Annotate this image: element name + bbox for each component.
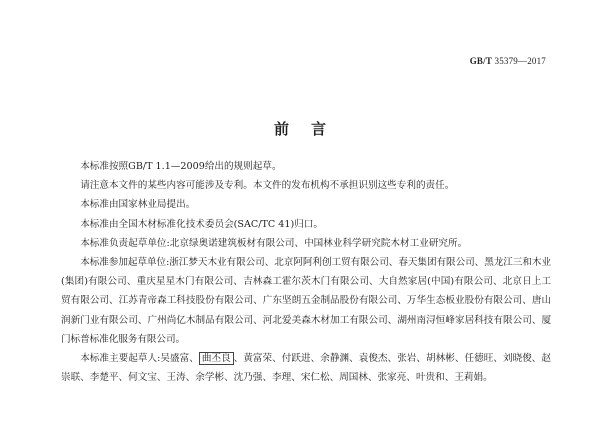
paragraph-technical-committee: 本标准由全国木材标准化技术委员会(SAC/TC 41)归口。 <box>80 218 324 230</box>
paragraph-patent-notice: 请注意本文件的某些内容可能涉及专利。本文件的发布机构不承担识别这些专利的责任。 <box>80 180 455 192</box>
highlighted-drafter-name: 曲丕良 <box>199 352 234 365</box>
standard-code: 35379—2017 <box>494 56 546 66</box>
standard-number <box>470 56 546 66</box>
page-title: 前言 <box>273 120 348 138</box>
paragraph-proposer: 本标准由国家林业局提出。 <box>80 199 196 211</box>
paragraph-responsible-drafting-units: 本标准负责起草单位:北京绿奥诺建筑板材有限公司、中国林业科学研究院木材工业研究所。 <box>80 237 468 249</box>
paragraph-drafting-rules: 本标准按照GB/T 1.1—2009给出的规则起草。 <box>80 161 282 172</box>
paragraph-participating-drafting-units: 本标准参加起草单位:浙江梦天木业有限公司、北京阿阿利创工贸有限公司、春天集团有限公司、黑龙江三和木业(集团)有限公司、重庆星星木门有限公司、吉林森工霍尔茨木门有限公司、大自然家居(中国)有限公司、北京日上工贸有限公司、江苏青帝森工科技股份有限公司、广东坚朗五金制品股份有限公司、万华生态板业股份有限公司、唐山润新门业有限公司、广州尚亿木制品有限公司、河北爱美森木材加工有限公司、湖州南浔恒峰家居科技有限公司、厦门标普标准化服务有限公司。 <box>61 257 552 345</box>
paragraph-main-drafters <box>61 349 551 387</box>
foreword-body <box>61 157 551 387</box>
drafters-lead: 本标准主要起草人:吴盛富、 <box>80 353 199 365</box>
standard-prefix: GB/T <box>469 56 493 66</box>
drafters-rest: 、黄富荣、付跃进、余静渊、袁俊杰、张岩、胡林彬、任德旺、刘晓俊、赵崇联、李楚平、何文宝、王涛、余学彬、沈乃强、李理、宋仁松、周国林、张家亮、叶贵和、王莉娟。 <box>61 353 552 384</box>
